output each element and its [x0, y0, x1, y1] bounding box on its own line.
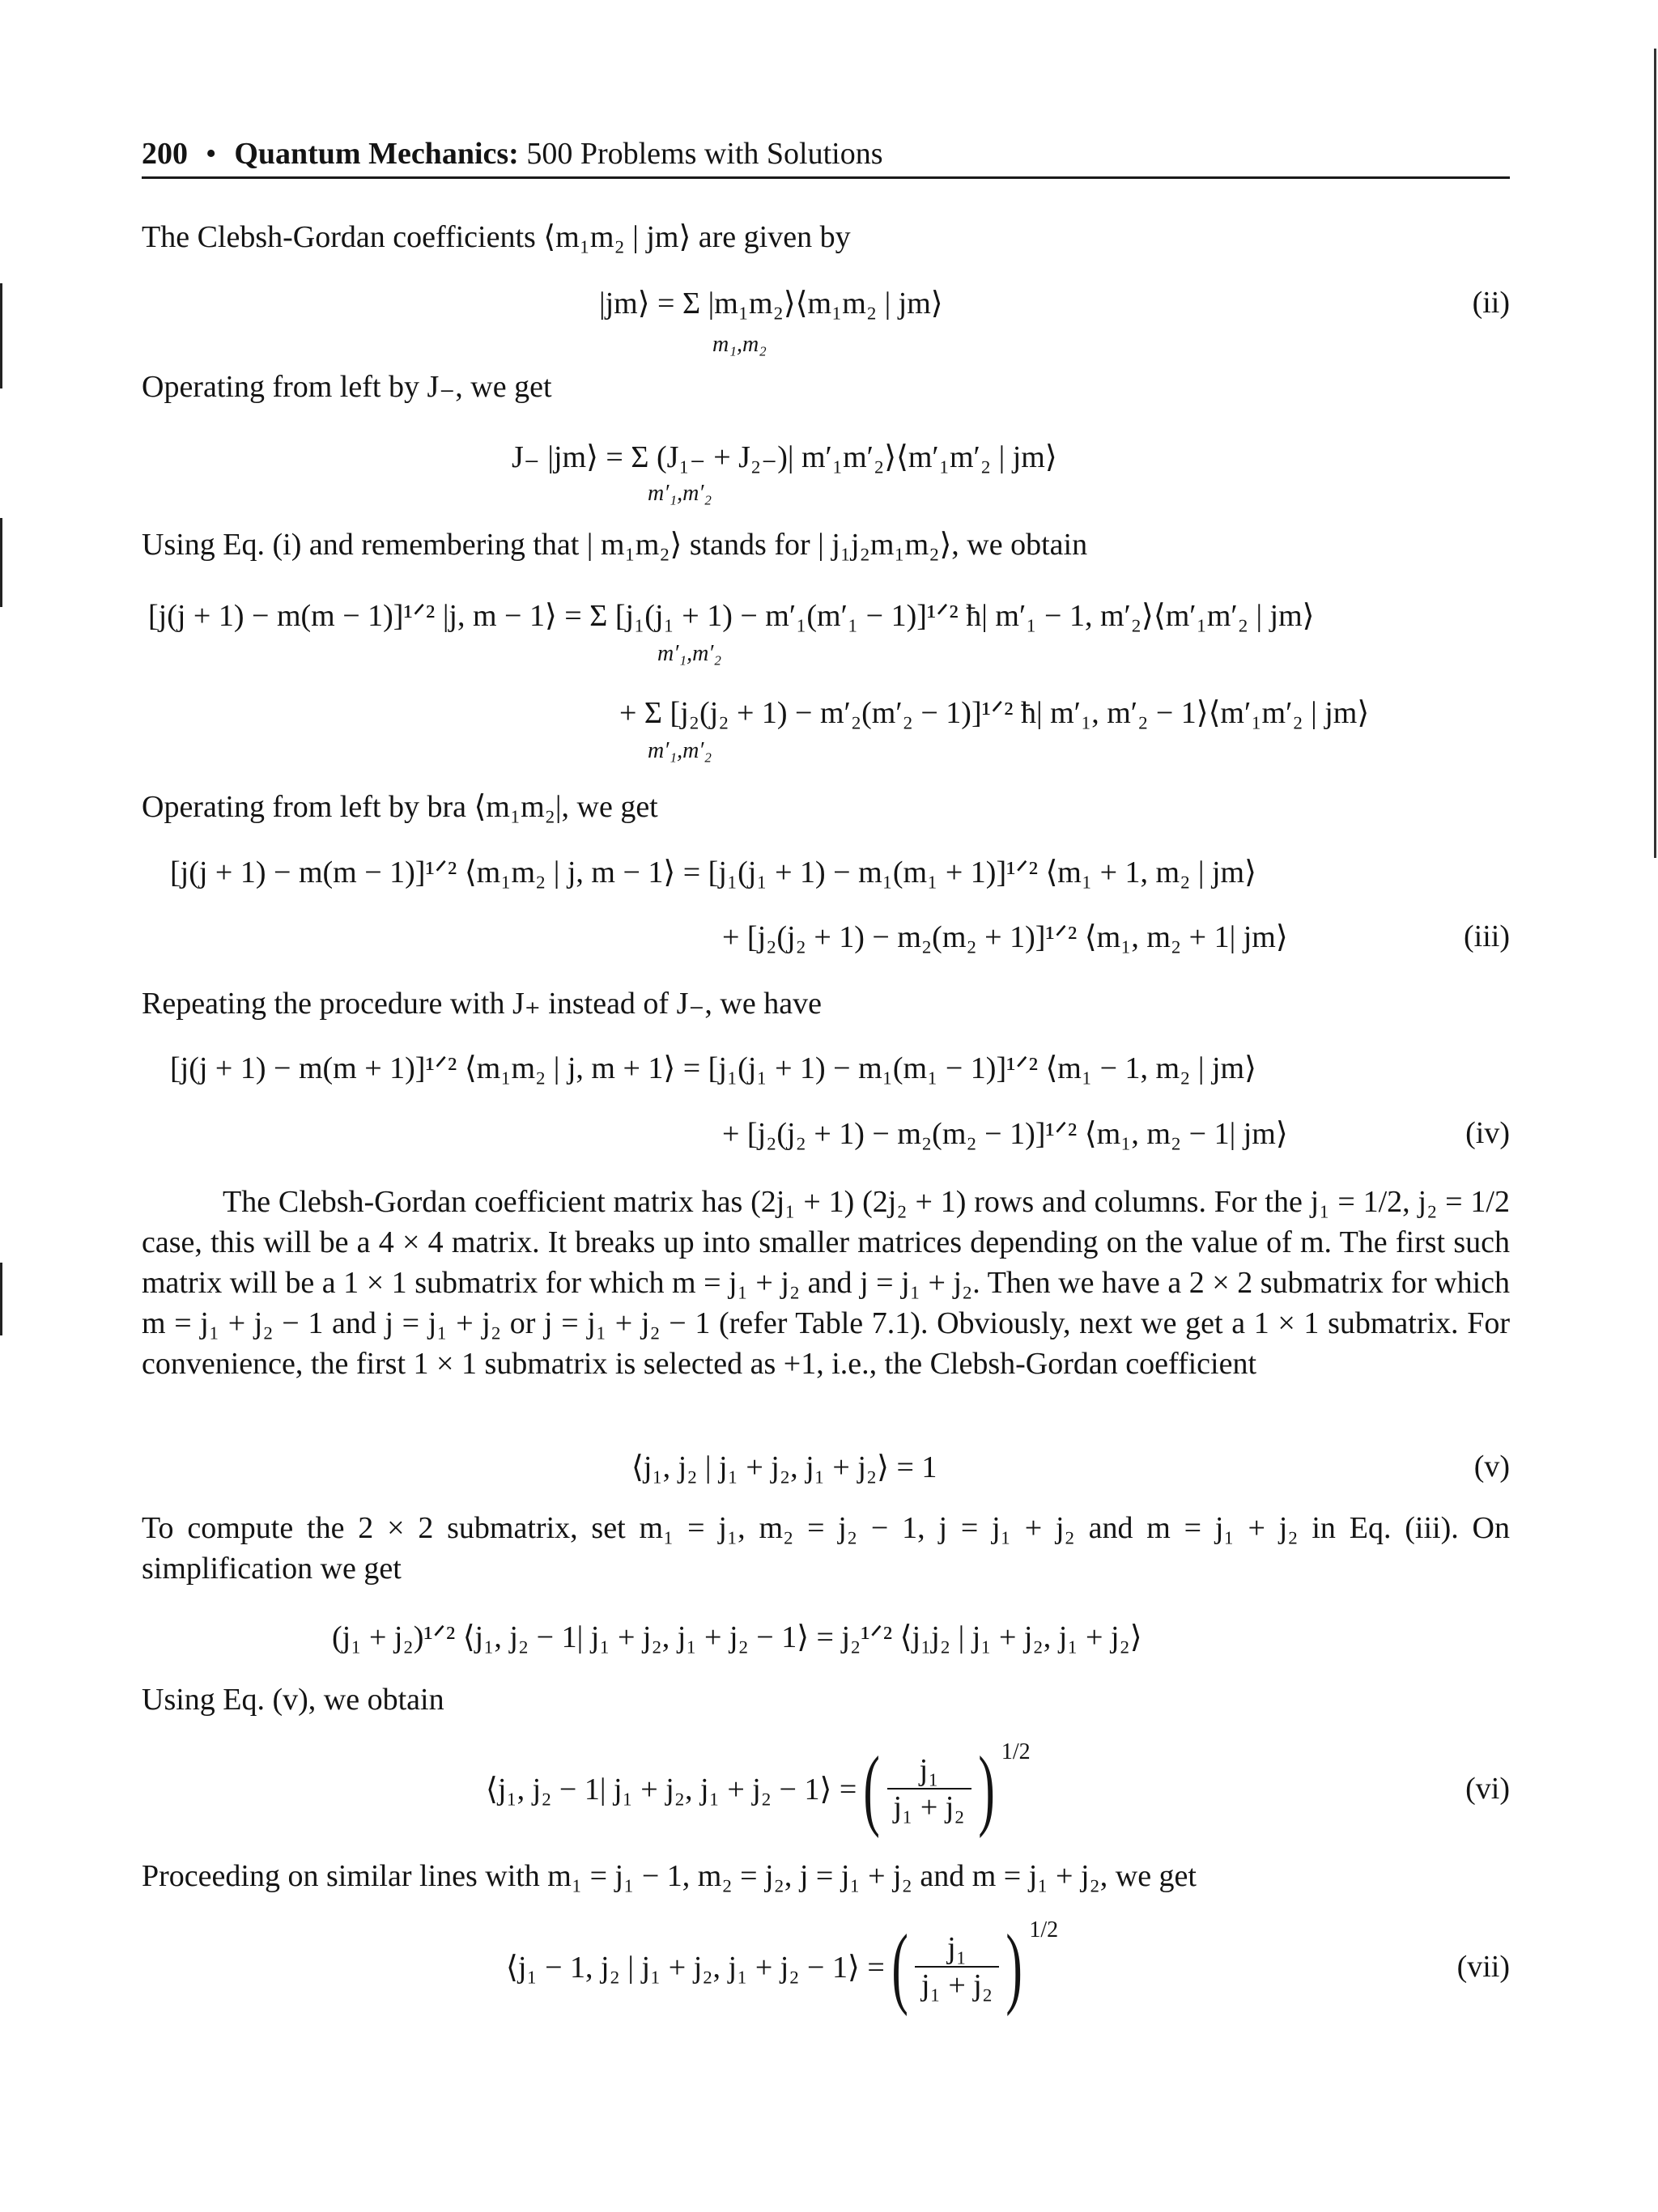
fraction-numerator: j₁	[947, 1931, 967, 1965]
header-separator: •	[206, 137, 217, 171]
paragraph-3: Using Eq. (i) and remembering that | m₁m₂⟩ stands for | j₁j₂m₁m₂⟩, we obtain	[142, 528, 1088, 562]
paragraph-4: Operating from left by bra ⟨m₁m₂|, we get	[142, 790, 658, 824]
equation-j-minus: J₋ |jm⟩ = Σ (J₁₋ + J₂₋)| m′₁m′₂⟩⟨m′₁m′₂ | jm⟩	[512, 440, 1057, 474]
equation-simplification: (j₁ + j₂)¹ᐟ² ⟨j₁, j₂ − 1| j₁ + j₂, j₁ + j₂ − 1⟩ = j₂¹ᐟ² ⟨j₁j₂ | j₁ + j₂, j₁ + j₂⟩	[332, 1620, 1142, 1654]
paragraph-6: The Clebsh-Gordan coefficient matrix has (2j₁ + 1) (2j₂ + 1) rows and columns. For the j₁ = 1/2, j₂ = 1/2 case, this will be a 4 × 4 matrix. It breaks up into smaller matrices depending on the value of m. The first such matrix will be a 1 × 1 submatrix for which m = j₁ + j₂ and j = j₁ + j₂. Then we have a 2 × 2 submatrix for which m = j₁ + j₂ − 1 and j = j₁ + j₂ or j = j₁ + j₂ − 1 (refer Table 7.1). Obviously, next we get a 1 × 1 submatrix. For convenience, the first 1 × 1 submatrix is selected as +1, i.e., the Clebsh-Gordan coefficient	[142, 1185, 1510, 1381]
equation-vii	[506, 1914, 1058, 2019]
fraction-denominator: j₁ + j₂	[915, 1966, 999, 2003]
paragraph-1: The Clebsh-Gordan coefficients ⟨m₁m₂ | jm⟩ are given by	[142, 220, 851, 254]
right-paren: )	[1005, 1917, 1022, 2017]
paragraph-5: Repeating the procedure with J₊ instead of J₋, we have	[142, 987, 822, 1021]
book-subtitle: 500 Problems with Solutions	[526, 137, 883, 171]
equation-label-iv: (iv)	[1465, 1116, 1510, 1150]
equation-expansion-line-1-index: m′₁,m′₂	[657, 641, 722, 666]
running-header	[142, 136, 1510, 176]
left-paren: (	[863, 1739, 881, 1839]
equation-ii: |jm⟩ = Σ |m₁m₂⟩⟨m₁m₂ | jm⟩	[599, 287, 943, 321]
exponent-half: 1/2	[1029, 1917, 1059, 1942]
scan-edge-mark	[0, 518, 2, 607]
equation-vii-lhs: ⟨j₁ − 1, j₂ | j₁ + j₂, j₁ + j₂ − 1⟩ =	[506, 1950, 885, 1985]
equation-expansion-line-2: + Σ [j₂(j₂ + 1) − m′₂(m′₂ − 1)]¹ᐟ² ħ| m′₁, m′₂ − 1⟩⟨m′₁m′₂ | jm⟩	[619, 696, 1370, 730]
equation-label-vii: (vii)	[1456, 1950, 1510, 1984]
paragraph-9: Proceeding on similar lines with m₁ = j₁ − 1, m₂ = j₂, j = j₁ + j₂ and m = j₁ + j₂, we get	[142, 1859, 1197, 1893]
book-title: Quantum Mechanics:	[234, 137, 519, 171]
equation-ii-summation-index: m₁,m₂	[712, 332, 767, 357]
equation-iii-line-2: + [j₂(j₂ + 1) − m₂(m₂ + 1)]¹ᐟ² ⟨m₁, m₂ + 1| jm⟩	[722, 920, 1288, 954]
fraction	[887, 1752, 971, 1825]
equation-iii-line-1: [j(j + 1) − m(m − 1)]¹ᐟ² ⟨m₁m₂ | j, m − 1⟩ = [j₁(j₁ + 1) − m₁(m₁ + 1)]¹ᐟ² ⟨m₁ + 1, m₂ | jm⟩	[170, 856, 1256, 889]
equation-iv-line-1: [j(j + 1) − m(m + 1)]¹ᐟ² ⟨m₁m₂ | j, m + 1⟩ = [j₁(j₁ + 1) − m₁(m₁ − 1)]¹ᐟ² ⟨m₁ − 1, m₂ | jm⟩	[170, 1051, 1256, 1085]
paragraph-7: To compute the 2 × 2 submatrix, set m₁ = j₁, m₂ = j₂ − 1, j = j₁ + j₂ and m = j₁ + j₂ in Eq. (iii). On simplification we get	[142, 1511, 1510, 1586]
right-paren: )	[977, 1739, 995, 1839]
page-number: 200	[142, 137, 188, 171]
equation-iv-line-2: + [j₂(j₂ + 1) − m₂(m₂ − 1)]¹ᐟ² ⟨m₁, m₂ − 1| jm⟩	[722, 1117, 1288, 1151]
scan-edge-mark	[0, 1263, 2, 1335]
header-rule	[142, 176, 1510, 179]
equation-v: ⟨j₁, j₂ | j₁ + j₂, j₁ + j₂⟩ = 1	[631, 1450, 937, 1484]
paragraph-2: Operating from left by J₋, we get	[142, 370, 552, 404]
left-paren: (	[891, 1917, 908, 2017]
equation-label-ii: (ii)	[1472, 286, 1510, 320]
fraction-denominator: j₁ + j₂	[887, 1788, 971, 1825]
equation-label-v: (v)	[1473, 1450, 1510, 1484]
scan-edge-mark	[0, 283, 2, 388]
exponent-half: 1/2	[1001, 1739, 1031, 1764]
equation-label-iii: (iii)	[1464, 919, 1510, 953]
equation-expansion-line-2-index: m′₁,m′₂	[648, 738, 712, 763]
scan-edge-mark	[1654, 49, 1656, 858]
equation-j-minus-summation-index: m′₁,m′₂	[648, 481, 712, 506]
equation-vi-lhs: ⟨j₁, j₂ − 1| j₁ + j₂, j₁ + j₂ − 1⟩ =	[486, 1772, 857, 1807]
paragraph-8: Using Eq. (v), we obtain	[142, 1683, 444, 1717]
fraction	[915, 1930, 999, 2003]
fraction-numerator: j₁	[919, 1753, 939, 1787]
equation-label-vi: (vi)	[1465, 1772, 1510, 1806]
equation-expansion-line-1: [j(j + 1) − m(m − 1)]¹ᐟ² |j, m − 1⟩ = Σ [j₁(j₁ + 1) − m′₁(m′₁ − 1)]¹ᐟ² ħ| m′₁ − 1, m′₂⟩⟨m′₁m′₂ | jm⟩	[148, 599, 1315, 633]
equation-vi	[486, 1736, 1031, 1841]
